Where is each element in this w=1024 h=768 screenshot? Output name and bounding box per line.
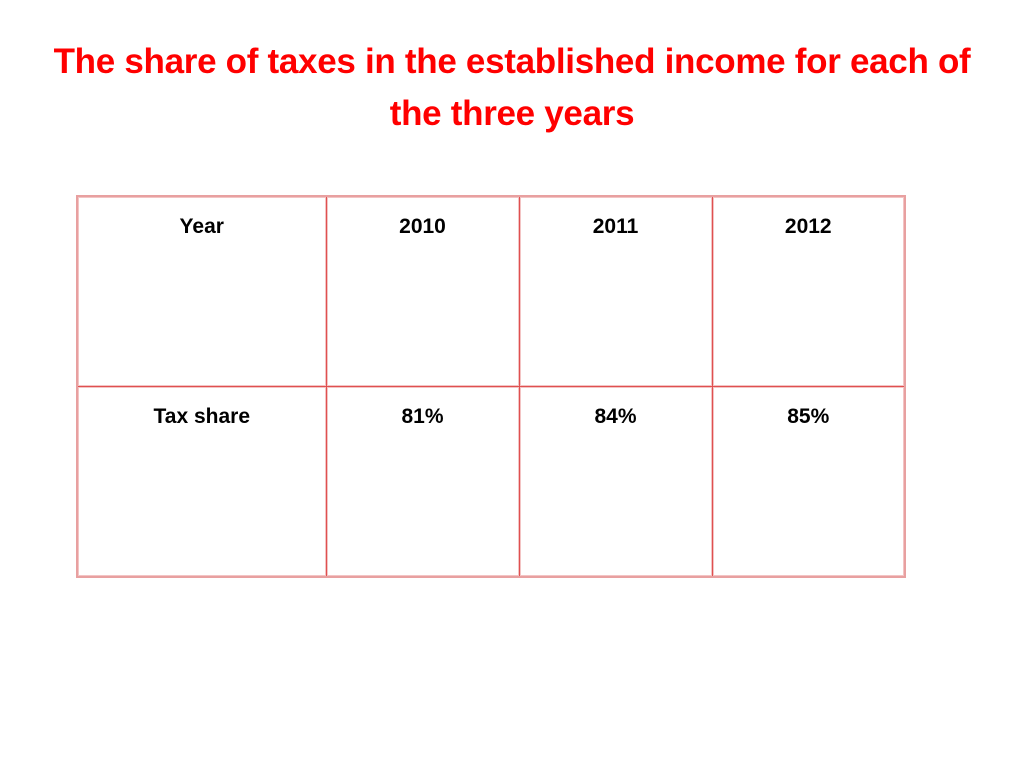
table-header-row (77, 196, 905, 387)
slide-title: The share of taxes in the established income for each of the three years (53, 42, 971, 133)
tax-share-2012-cell: 85% (712, 387, 905, 578)
table-row (77, 387, 905, 578)
header-cell-2010: 2010 (326, 196, 519, 387)
header-cell-year: Year (77, 196, 326, 387)
row-label-tax-share: Tax share (77, 387, 326, 578)
tax-share-2010-cell: 81% (326, 387, 519, 578)
tax-share-table (76, 195, 906, 578)
tax-share-2011-cell: 84% (519, 387, 712, 578)
header-cell-2011: 2011 (519, 196, 712, 387)
header-cell-2012: 2012 (712, 196, 905, 387)
